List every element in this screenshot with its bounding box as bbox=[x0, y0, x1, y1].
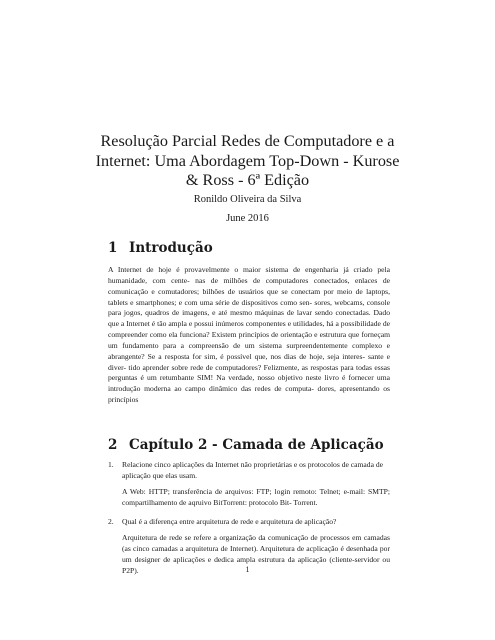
exercise-list bbox=[108, 460, 390, 577]
item-number: 1. bbox=[108, 460, 114, 469]
page-number: 1 bbox=[245, 565, 250, 574]
section-heading-introduction bbox=[108, 240, 213, 256]
section-title: Capítulo 2 - Camada de Aplicação bbox=[129, 437, 384, 453]
section-heading-chapter-2 bbox=[108, 437, 384, 453]
item-number: 2. bbox=[108, 517, 114, 527]
section-title: Introdução bbox=[129, 240, 213, 256]
exercise-question: Relacione cinco aplicações da Internet não proprietárias e os protocolos de camada de aplicação que elas usam. bbox=[122, 460, 384, 480]
exercise-answer: A Web: HTTP; transferência de arquivos: FTP; login remoto: Telnet; e-mail: SMTP; compartilhamento de aqruivo BitTorrent: protocolo Bit- Torrent. bbox=[122, 486, 390, 507]
exercise-answer: Arquitetura de rede se refere a organização da comunicação de processos em camadas (as cinco camadas a arquitetura de Internet). Arquitetura de acplicação é desenhada por um designer de aplicações e dedica ampla estrutura da aplicação (cliente-servidor ou P2P). bbox=[122, 533, 390, 575]
list-item bbox=[108, 460, 390, 508]
exercise-question: Qual é a diferença entre arquitetura de rede e arquitetura de aplicação? bbox=[122, 517, 337, 527]
document-title: Resolução Parcial Redes de Computadore e a Internet: Uma Abordagem Top-Down - Kurose & Ross - 6ª Edição bbox=[95, 132, 400, 189]
introduction-paragraph: A Internet de hoje é provavelmente o maior sistema de engenharia já criado pela humanidade, com cente- nas de milhões de computadores conectados, enlaces de comunicação e comutadores; bilhões de usuários que se conectam por meio de laptops, tablets e smartphones; e com uma série de dispositivos como sen- sores, webcams, console para jogos, quadros de imagens, e até mesmo máquinas de lavar sendo conectadas. Dado que a Internet é tão ampla e possui inúmeros componentes e utilidades, há a possibilidade de compreender como ela funciona? Existem princípios de orientação e estrutura que forneçam um fundamento para a compreensão de um sistema surpreendentemente complexo e abrangente? Se a resposta for sim, é possível que, nos dias de hoje, seja interes- sante e diver- tido aprender sobre rede de computadores? Felizmente, as respostas para todas essas perguntas é um retumbante SIM! Na verdade, nosso objetivo neste livro é fornecer uma introdução moderna ao campo dinâmico das redes de computa- dores, apresentando os princípios bbox=[108, 265, 390, 405]
document-date: June 2016 bbox=[226, 213, 269, 224]
section-number: 2 bbox=[108, 437, 118, 453]
author-name: Ronildo Oliveira da Silva bbox=[193, 194, 302, 205]
section-number: 1 bbox=[108, 240, 118, 256]
